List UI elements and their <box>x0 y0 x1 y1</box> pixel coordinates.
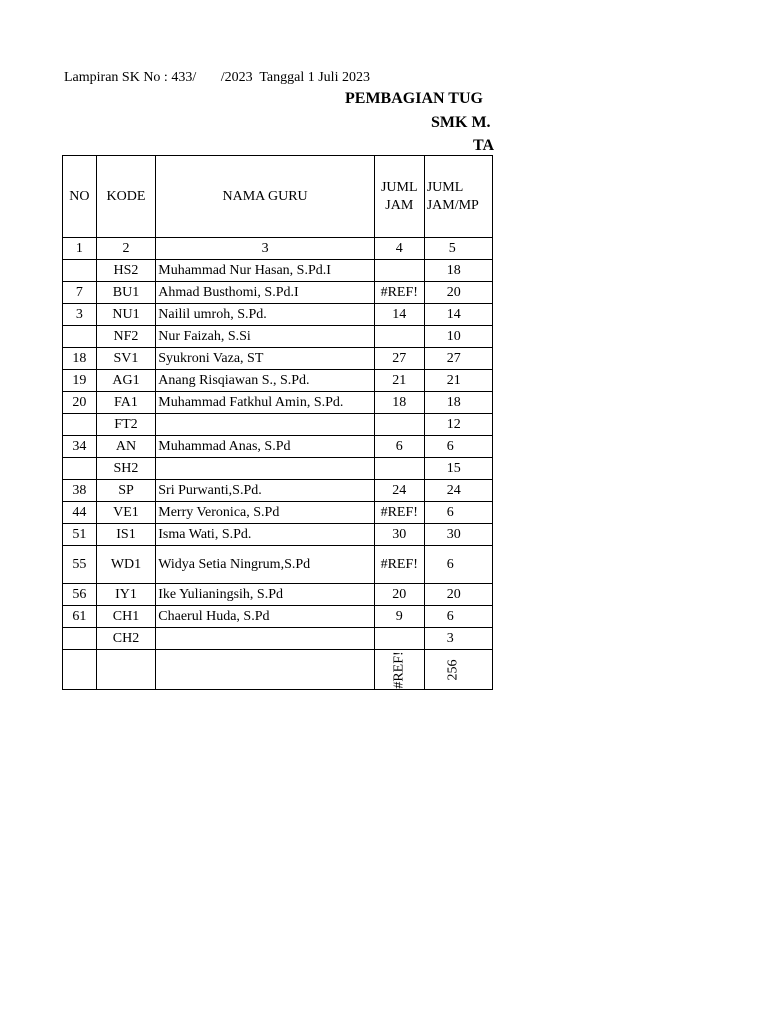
cell-nama <box>156 414 375 436</box>
cell-no: 61 <box>63 606 97 628</box>
cell-jam-mp: 6 <box>424 502 492 524</box>
total-jumlah-jam-value: #REF! <box>391 650 407 689</box>
table-row <box>63 458 493 480</box>
cell-nama <box>156 628 375 650</box>
cell-jumlah-jam: 24 <box>374 480 424 502</box>
cell-jumlah-jam: 14 <box>374 304 424 326</box>
cell-jam-mp: 6 <box>424 546 492 584</box>
cell-jumlah-jam: #REF! <box>374 282 424 304</box>
table-row <box>63 628 493 650</box>
cell-jam-mp: 10 <box>424 326 492 348</box>
cell-jam-mp: 6 <box>424 606 492 628</box>
cell-nama: Muhammad Fatkhul Amin, S.Pd. <box>156 392 375 414</box>
col-header-no: NO <box>63 156 97 238</box>
cell-nama: Syukroni Vaza, ST <box>156 348 375 370</box>
cell-jumlah-jam: 18 <box>374 392 424 414</box>
total-jumlah-jam <box>374 650 424 690</box>
title-line-1: PEMBAGIAN TUG <box>345 90 483 107</box>
cell-jumlah-jam <box>374 458 424 480</box>
table-row <box>63 584 493 606</box>
cell-jumlah-jam: 27 <box>374 348 424 370</box>
cell-kode: CH1 <box>96 606 156 628</box>
title-line-2: SMK M. <box>431 114 491 131</box>
cell-no <box>63 326 97 348</box>
cell-kode: AG1 <box>96 370 156 392</box>
cell-jumlah-jam: 9 <box>374 606 424 628</box>
cell-nama: Sri Purwanti,S.Pd. <box>156 480 375 502</box>
cell-nama: Nailil umroh, S.Pd. <box>156 304 375 326</box>
cell-nama: Isma Wati, S.Pd. <box>156 524 375 546</box>
cell-jumlah-jam <box>374 414 424 436</box>
cell-kode: VE1 <box>96 502 156 524</box>
table-row <box>63 524 493 546</box>
lampiran-line: Lampiran SK No : 433/ /2023 Tanggal 1 Juli 2023 <box>64 70 370 85</box>
cell-kode: FA1 <box>96 392 156 414</box>
col-number: 5 <box>424 238 492 260</box>
cell-no: 20 <box>63 392 97 414</box>
cell-nama: Anang Risqiawan S., S.Pd. <box>156 370 375 392</box>
cell-jumlah-jam: #REF! <box>374 546 424 584</box>
cell-jumlah-jam: 20 <box>374 584 424 606</box>
table-row <box>63 606 493 628</box>
cell-jam-mp: 27 <box>424 348 492 370</box>
cell-kode: BU1 <box>96 282 156 304</box>
col-number: 3 <box>156 238 375 260</box>
cell-jam-mp: 18 <box>424 392 492 414</box>
cell-jam-mp: 18 <box>424 260 492 282</box>
cell-nama: Muhammad Anas, S.Pd <box>156 436 375 458</box>
cell-no: 56 <box>63 584 97 606</box>
cell-jumlah-jam: 30 <box>374 524 424 546</box>
table-row <box>63 260 493 282</box>
table-row <box>63 502 493 524</box>
cell-jumlah-jam <box>374 260 424 282</box>
table-row <box>63 546 493 584</box>
cell-jam-mp: 20 <box>424 584 492 606</box>
total-empty <box>96 650 156 690</box>
table-row <box>63 304 493 326</box>
cell-jam-mp: 6 <box>424 436 492 458</box>
cell-jam-mp: 24 <box>424 480 492 502</box>
cell-nama <box>156 458 375 480</box>
total-jam-mp-value: 256 <box>445 659 461 680</box>
cell-jam-mp: 14 <box>424 304 492 326</box>
cell-kode: CH2 <box>96 628 156 650</box>
title-line-3: TA <box>473 137 495 154</box>
cell-jumlah-jam: 21 <box>374 370 424 392</box>
table-row <box>63 326 493 348</box>
col-header-kode: KODE <box>96 156 156 238</box>
cell-no: 51 <box>63 524 97 546</box>
cell-no: 34 <box>63 436 97 458</box>
cell-jumlah-jam: #REF! <box>374 502 424 524</box>
table-row <box>63 436 493 458</box>
cell-no: 19 <box>63 370 97 392</box>
table-row <box>63 480 493 502</box>
cell-jam-mp: 3 <box>424 628 492 650</box>
cell-jumlah-jam <box>374 326 424 348</box>
col-number: 1 <box>63 238 97 260</box>
cell-kode: SH2 <box>96 458 156 480</box>
cell-kode: NU1 <box>96 304 156 326</box>
cell-no: 44 <box>63 502 97 524</box>
cell-nama: Widya Setia Ningrum,S.Pd <box>156 546 375 584</box>
table-row <box>63 392 493 414</box>
cell-kode: IY1 <box>96 584 156 606</box>
cell-kode: SP <box>96 480 156 502</box>
cell-jumlah-jam: 6 <box>374 436 424 458</box>
cell-nama: Chaerul Huda, S.Pd <box>156 606 375 628</box>
cell-nama: Ahmad Busthomi, S.Pd.I <box>156 282 375 304</box>
cell-no: 7 <box>63 282 97 304</box>
cell-nama: Muhammad Nur Hasan, S.Pd.I <box>156 260 375 282</box>
cell-jumlah-jam <box>374 628 424 650</box>
header-row <box>63 156 493 238</box>
cell-jam-mp: 21 <box>424 370 492 392</box>
column-number-row <box>63 238 493 260</box>
col-header-jam-mp: JUML JAM/MP <box>424 156 492 238</box>
cell-nama: Nur Faizah, S.Si <box>156 326 375 348</box>
cell-no: 38 <box>63 480 97 502</box>
cell-no <box>63 260 97 282</box>
table-row <box>63 370 493 392</box>
col-header-jumlah-jam: JUML JAM <box>374 156 424 238</box>
cell-no <box>63 458 97 480</box>
cell-kode: HS2 <box>96 260 156 282</box>
cell-jam-mp: 30 <box>424 524 492 546</box>
cell-kode: AN <box>96 436 156 458</box>
cell-no <box>63 628 97 650</box>
cell-nama: Ike Yulianingsih, S.Pd <box>156 584 375 606</box>
table-row <box>63 282 493 304</box>
cell-no: 18 <box>63 348 97 370</box>
table-body <box>63 260 493 650</box>
cell-no <box>63 414 97 436</box>
cell-no: 55 <box>63 546 97 584</box>
cell-kode: SV1 <box>96 348 156 370</box>
total-empty <box>63 650 97 690</box>
table-row <box>63 414 493 436</box>
total-row <box>63 650 493 690</box>
cell-jam-mp: 12 <box>424 414 492 436</box>
cell-kode: FT2 <box>96 414 156 436</box>
cell-no: 3 <box>63 304 97 326</box>
cell-jam-mp: 20 <box>424 282 492 304</box>
total-jam-mp <box>424 650 492 690</box>
cell-kode: NF2 <box>96 326 156 348</box>
table-row <box>63 348 493 370</box>
total-empty <box>156 650 375 690</box>
cell-jam-mp: 15 <box>424 458 492 480</box>
teacher-table <box>62 155 493 690</box>
col-number: 4 <box>374 238 424 260</box>
col-header-nama: NAMA GURU <box>156 156 375 238</box>
col-number: 2 <box>96 238 156 260</box>
cell-nama: Merry Veronica, S.Pd <box>156 502 375 524</box>
cell-kode: WD1 <box>96 546 156 584</box>
cell-kode: IS1 <box>96 524 156 546</box>
